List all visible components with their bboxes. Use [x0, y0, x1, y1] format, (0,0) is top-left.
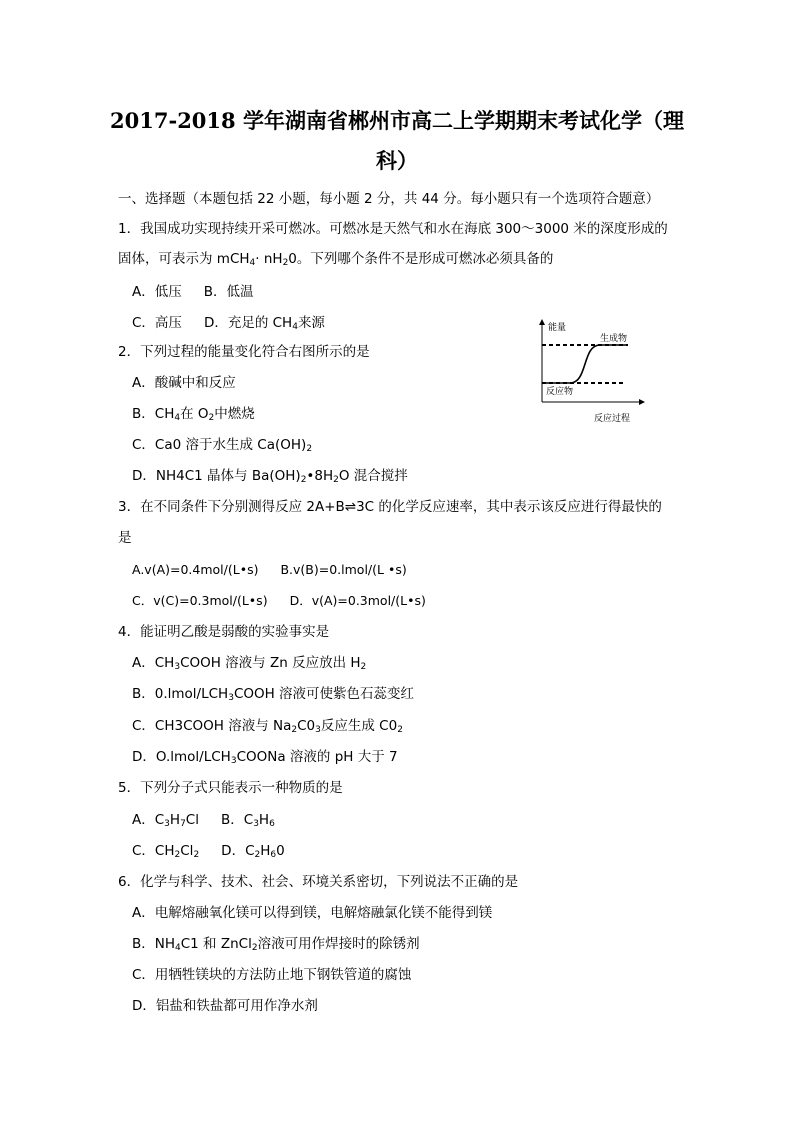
q1-option-c: C．高压 [132, 315, 182, 331]
q5-options-cd [132, 842, 285, 860]
q4-stem: 4．能证明乙酸是弱酸的实验事实是 [118, 624, 330, 640]
q3-option-d: D．v(A)=0.3mol/(L•s) [289, 593, 426, 608]
q2-option-c: C．Ca0 溶于水生成 $Ca(OH)_2$ [132, 437, 313, 454]
q3-option-b: B.v(B)=0.lmol/(L •s) [280, 562, 407, 577]
q6-option-a: A．电解熔融氧化镁可以得到镁，电解熔融氯化镁不能得到镁 [132, 905, 493, 921]
energy-curve [544, 345, 628, 383]
q3-options-ab [132, 561, 407, 579]
q4-option-a: A．$CH_3COOH$ 溶液与 Zn 反应放出 $H_2$ [132, 655, 367, 672]
reactant-label: 反应物 [546, 387, 574, 397]
q3-stem-line2: 是 [118, 530, 132, 546]
energy-diagram [530, 316, 655, 428]
q3-options-cd [132, 592, 426, 610]
q5-stem: 5．下列分子式只能表示一种物质的是 [118, 780, 343, 796]
q3-stem-line1: 3．在不同条件下分别测得反应 2A+B⇌3C 的化学反应速率，其中表示该反应进行得最快的 [118, 499, 662, 515]
q1-options-cd [132, 314, 325, 332]
q4-option-b: B．$0.lmol/LCH_3COOH$ 溶液可使紫色石蕊变红 [132, 686, 415, 703]
section-heading: 一、选择题（本题包括 22 小题，每小题 2 分，共 44 分。每小题只有一个选项符合题意） [118, 191, 660, 207]
document-title: 2017-2018 学年湖南省郴州市高二上学期期末考试化学（理 [110, 108, 684, 133]
q5-option-a: A．$C_3H_7Cl$ [132, 812, 199, 829]
q1-stem-line1: 1．我国成功实现持续开采可燃冰。可燃冰是天然气和水在海底 300～3000 米的深度形成的 [118, 221, 668, 237]
q2-option-a: A．酸碱中和反应 [132, 375, 236, 391]
q5-option-d: D．$C_2H_60$ [221, 843, 285, 860]
q1-option-d: D．充足的 $CH_4$来源 [203, 315, 325, 332]
q1-option-a: A．低压 [132, 284, 182, 300]
q6-option-b: B．$NH_4C1$ 和 ZnCl$_2$溶液可用作焊接时的除锈剂 [132, 936, 420, 953]
y-axis-label: 能量 [548, 323, 567, 333]
q6-option-c: C．用牺牲镁块的方法防止地下钢铁管道的腐蚀 [132, 967, 412, 983]
x-axis-label: 反应过程 [594, 414, 631, 424]
q5-option-c: C．$CH_2Cl_2$ [132, 843, 200, 860]
q4-option-c: C．CH3COOH 溶液与 $Na_2C0_3$反应生成 $C0_2$ [132, 718, 403, 735]
q2-stem: 2．下列过程的能量变化符合右图所示的是 [118, 344, 370, 360]
q6-stem: 6．化学与科学、技术、社会、环境关系密切，下列说法不正确的是 [118, 874, 519, 890]
q1-option-b: B．低温 [203, 284, 254, 300]
q3-option-c: C．v(C)=0.3mol/(L•s) [132, 593, 268, 608]
q5-option-b: B．$C_3H_6$ [220, 812, 275, 829]
q4-option-d: D．$O.lmol/LCH_3COONa$ 溶液的 pH 大于 7 [132, 749, 398, 766]
q2-option-b: B．$CH_4$在 $O_2$中燃烧 [132, 406, 255, 423]
product-label: 生成物 [600, 334, 628, 344]
q2-option-d: D．NH4C1 晶体与 $Ba(OH)_2•8H_2O$ 混合搅拌 [132, 468, 408, 485]
q6-option-d: D．铝盐和铁盐都可用作净水剂 [132, 998, 318, 1014]
q5-options-ab [132, 811, 275, 829]
q1-options-ab [132, 283, 254, 301]
q3-option-a: A.v(A)=0.4mol/(L•s) [132, 562, 259, 577]
document-title-continued: 科） [376, 148, 418, 173]
q1-stem-line2: 固体，可表示为 $mCH_4\cdot nH_20$。下列哪个条件不是形成可燃冰必须具备的 [118, 251, 554, 268]
